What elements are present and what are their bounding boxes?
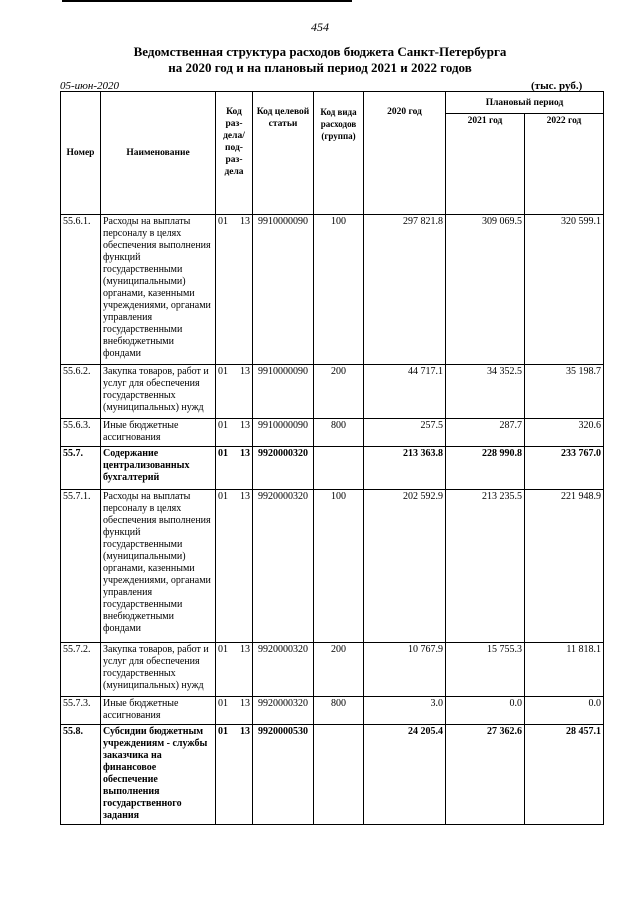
table-row: [61, 419, 604, 447]
row-value-2020: 213 363.8: [364, 447, 446, 490]
row-section-code: [216, 419, 253, 447]
row-value-2020: 257.5: [364, 419, 446, 447]
section-code: 01: [218, 420, 228, 431]
row-name: Содержание централизованных бухгалтерий: [101, 447, 216, 490]
table-row: [61, 725, 604, 825]
row-type-code: 800: [314, 419, 364, 447]
row-number: 55.8.: [61, 725, 101, 825]
header-type: Код вида расходов (группа): [314, 92, 364, 215]
row-name: Закупка товаров, работ и услуг для обеспечения государственных (муниципальных) нужд: [101, 365, 216, 419]
row-type-code: 100: [314, 490, 364, 643]
row-value-2022: 320 599.1: [525, 215, 604, 365]
row-name: Закупка товаров, работ и услуг для обеспечения государственных (муниципальных) нужд: [101, 643, 216, 697]
row-name: Иные бюджетные ассигнования: [101, 697, 216, 725]
header-2020: 2020 год: [364, 92, 446, 215]
document-title: [0, 44, 640, 76]
page-number: 454: [311, 20, 329, 34]
header-name: Наименование: [101, 92, 216, 215]
row-section-code: [216, 215, 253, 365]
row-value-2020: 44 717.1: [364, 365, 446, 419]
row-value-2020: 24 205.4: [364, 725, 446, 825]
subsection-code: 13: [240, 216, 250, 227]
row-value-2021: 309 069.5: [446, 215, 525, 365]
subsection-code: 13: [240, 491, 250, 502]
row-section-code: [216, 643, 253, 697]
section-code: 01: [218, 448, 228, 459]
row-type-code: 800: [314, 697, 364, 725]
subsection-code: 13: [240, 644, 250, 655]
row-target-code: 9910000090: [253, 419, 314, 447]
units-label: (тыс. руб.): [531, 80, 583, 92]
row-type-code: [314, 447, 364, 490]
row-value-2021: 15 755.3: [446, 643, 525, 697]
row-value-2022: 320.6: [525, 419, 604, 447]
row-target-code: 9920000320: [253, 643, 314, 697]
subsection-code: 13: [240, 698, 250, 709]
row-number: 55.7.: [61, 447, 101, 490]
row-type-code: 100: [314, 215, 364, 365]
row-section-code: [216, 725, 253, 825]
header-target: Код целевой статьи: [253, 92, 314, 215]
row-value-2021: 287.7: [446, 419, 525, 447]
row-value-2020: 3.0: [364, 697, 446, 725]
section-code: 01: [218, 366, 228, 377]
row-value-2021: 0.0: [446, 697, 525, 725]
row-name: Субсидии бюджетным учреждениям - службы заказчика на финансовое обеспечение выполнения государственного задания: [101, 725, 216, 825]
row-type-code: 200: [314, 643, 364, 697]
section-code: 01: [218, 644, 228, 655]
row-value-2022: 11 818.1: [525, 643, 604, 697]
row-value-2022: 221 948.9: [525, 490, 604, 643]
row-value-2022: 233 767.0: [525, 447, 604, 490]
header-2022: 2022 год: [525, 114, 604, 215]
header-2021: 2021 год: [446, 114, 525, 215]
title-line-1: Ведомственная структура расходов бюджета Санкт-Петербурга: [133, 44, 507, 59]
row-number: 55.6.1.: [61, 215, 101, 365]
document-date: 05-июн-2020: [60, 80, 120, 92]
table-row: [61, 365, 604, 419]
header-section: Код раз- дела/ под- раз- дела: [216, 92, 253, 215]
row-target-code: 9920000320: [253, 697, 314, 725]
row-number: 55.7.2.: [61, 643, 101, 697]
row-target-code: 9910000090: [253, 215, 314, 365]
row-value-2020: 10 767.9: [364, 643, 446, 697]
row-value-2021: 213 235.5: [446, 490, 525, 643]
subsection-code: 13: [240, 366, 250, 377]
row-target-code: 9920000530: [253, 725, 314, 825]
row-value-2022: 0.0: [525, 697, 604, 725]
table-row: [61, 447, 604, 490]
row-number: 55.7.3.: [61, 697, 101, 725]
row-value-2021: 228 990.8: [446, 447, 525, 490]
title-line-2: на 2020 год и на плановый период 2021 и 2022 годов: [168, 60, 472, 75]
row-type-code: 200: [314, 365, 364, 419]
subsection-code: 13: [240, 420, 250, 431]
section-code: 01: [218, 216, 228, 227]
row-name: Расходы на выплаты персоналу в целях обеспечения выполнения функций государственными (муниципальными) органами, казенными учреждениями, органами управления государственными внебюджетными фондами: [101, 215, 216, 365]
row-name: Расходы на выплаты персоналу в целях обеспечения выполнения функций государственными (муниципальными) органами, казенными учреждениями, органами управления государственными внебюджетными фондами: [101, 490, 216, 643]
row-section-code: [216, 490, 253, 643]
header-planned: Плановый период: [446, 92, 604, 114]
table-row: [61, 697, 604, 725]
section-code: 01: [218, 491, 228, 502]
row-target-code: 9920000320: [253, 490, 314, 643]
row-value-2022: 28 457.1: [525, 725, 604, 825]
row-name: Иные бюджетные ассигнования: [101, 419, 216, 447]
table-row: [61, 215, 604, 365]
section-code: 01: [218, 698, 228, 709]
subsection-code: 13: [240, 448, 250, 459]
header-number: Номер: [61, 92, 101, 215]
section-code: 01: [218, 726, 228, 737]
row-value-2021: 27 362.6: [446, 725, 525, 825]
row-value-2022: 35 198.7: [525, 365, 604, 419]
row-target-code: 9920000320: [253, 447, 314, 490]
row-value-2021: 34 352.5: [446, 365, 525, 419]
top-rule: [62, 0, 352, 2]
table-row: [61, 643, 604, 697]
row-section-code: [216, 697, 253, 725]
row-number: 55.6.3.: [61, 419, 101, 447]
subsection-code: 13: [240, 726, 250, 737]
row-value-2020: 202 592.9: [364, 490, 446, 643]
row-target-code: 9910000090: [253, 365, 314, 419]
row-section-code: [216, 447, 253, 490]
table-row: [61, 490, 604, 643]
row-type-code: [314, 725, 364, 825]
row-number: 55.6.2.: [61, 365, 101, 419]
row-number: 55.7.1.: [61, 490, 101, 643]
row-value-2020: 297 821.8: [364, 215, 446, 365]
row-section-code: [216, 365, 253, 419]
budget-table: [60, 91, 604, 825]
